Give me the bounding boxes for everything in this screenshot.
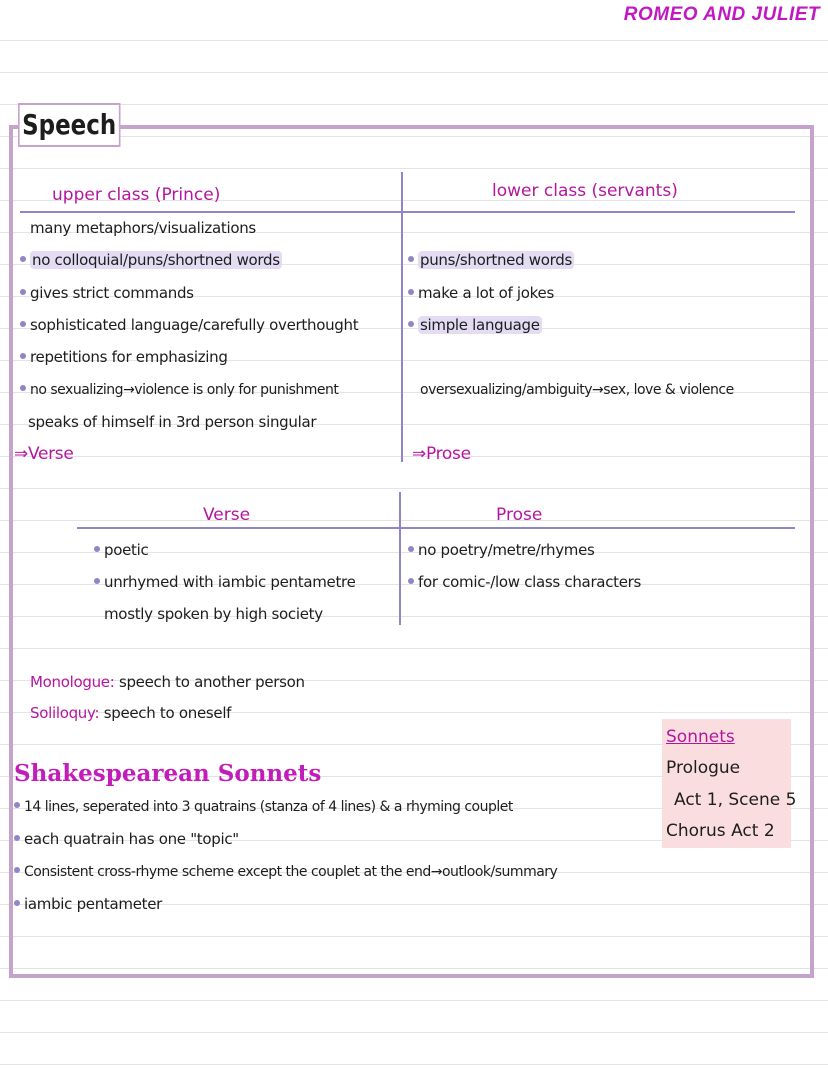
- bullet-icon: [14, 867, 20, 873]
- bullet-icon: [408, 321, 414, 327]
- bullet-icon: [94, 578, 100, 584]
- upper-class-heading: upper class (Prince): [52, 185, 221, 205]
- bullet-icon: [20, 385, 26, 391]
- bullet-icon: [20, 353, 26, 359]
- list-item: Consistent cross-rhyme scheme except the couplet at the end→outlook/summary: [14, 862, 557, 882]
- definition-monologue: Monologue: speech to another person: [30, 673, 305, 691]
- list-item: sophisticated language/carefully overthought: [20, 315, 358, 335]
- bullet-icon: [94, 546, 100, 552]
- speech-header-rule: [20, 211, 795, 213]
- list-item: simple language: [408, 315, 542, 335]
- list-item: mostly spoken by high society: [104, 605, 323, 623]
- upper-class-intro: many metaphors/visualizations: [30, 219, 256, 237]
- verse-heading: Verse: [203, 505, 251, 525]
- list-item: make a lot of jokes: [408, 283, 554, 303]
- page-title: ROMEO AND JULIET: [623, 4, 820, 25]
- bullet-icon: [20, 289, 26, 295]
- sonnets-box-line: Prologue: [666, 758, 741, 778]
- upper-class-result: ⇒Verse: [14, 444, 74, 464]
- definition-soliloquy: Soliloquy: speech to oneself: [30, 704, 232, 722]
- forms-header-rule: [77, 527, 795, 529]
- sonnets-heading: Shakespearean Sonnets: [14, 760, 322, 787]
- bullet-icon: [408, 546, 414, 552]
- list-item: unrhymed with iambic pentametre: [94, 572, 356, 592]
- lower-class-result: ⇒Prose: [412, 444, 471, 464]
- prose-heading: Prose: [496, 505, 543, 525]
- sonnets-examples-box: [662, 719, 797, 848]
- list-item: no sexualizing→violence is only for punishment: [20, 380, 338, 400]
- sonnets-box-line: Chorus Act 2: [666, 821, 775, 841]
- list-item: oversexualizing/ambiguity→sex, love & violence: [420, 382, 734, 398]
- list-item: gives strict commands: [20, 283, 194, 303]
- list-item: iambic pentameter: [14, 894, 162, 914]
- list-item: poetic: [94, 540, 148, 560]
- list-item: speaks of himself in 3rd person singular: [28, 413, 317, 431]
- list-item: repetitions for emphasizing: [20, 347, 228, 367]
- bullet-icon: [20, 256, 26, 262]
- bullet-icon: [408, 578, 414, 584]
- bullet-icon: [14, 802, 20, 808]
- bullet-icon: [14, 900, 20, 906]
- list-item: puns/shortned words: [408, 250, 574, 270]
- sonnets-box-title: Sonnets: [666, 727, 735, 747]
- list-item: for comic-/low class characters: [408, 572, 641, 592]
- speech-column-divider: [401, 172, 403, 462]
- list-item: each quatrain has one "topic": [14, 829, 239, 849]
- bullet-icon: [14, 835, 20, 841]
- bullet-icon: [408, 256, 414, 262]
- list-item: 14 lines, seperated into 3 quatrains (stanza of 4 lines) & a rhyming couplet: [14, 797, 513, 817]
- bullet-icon: [20, 321, 26, 327]
- forms-column-divider: [399, 492, 401, 625]
- list-item: no poetry/metre/rhymes: [408, 540, 595, 560]
- list-item: no colloquial/puns/shortned words: [20, 250, 282, 270]
- lower-class-heading: lower class (servants): [492, 181, 678, 201]
- sonnets-box-line: Act 1, Scene 5: [674, 790, 797, 810]
- speech-heading: Speech: [18, 103, 120, 147]
- bullet-icon: [408, 289, 414, 295]
